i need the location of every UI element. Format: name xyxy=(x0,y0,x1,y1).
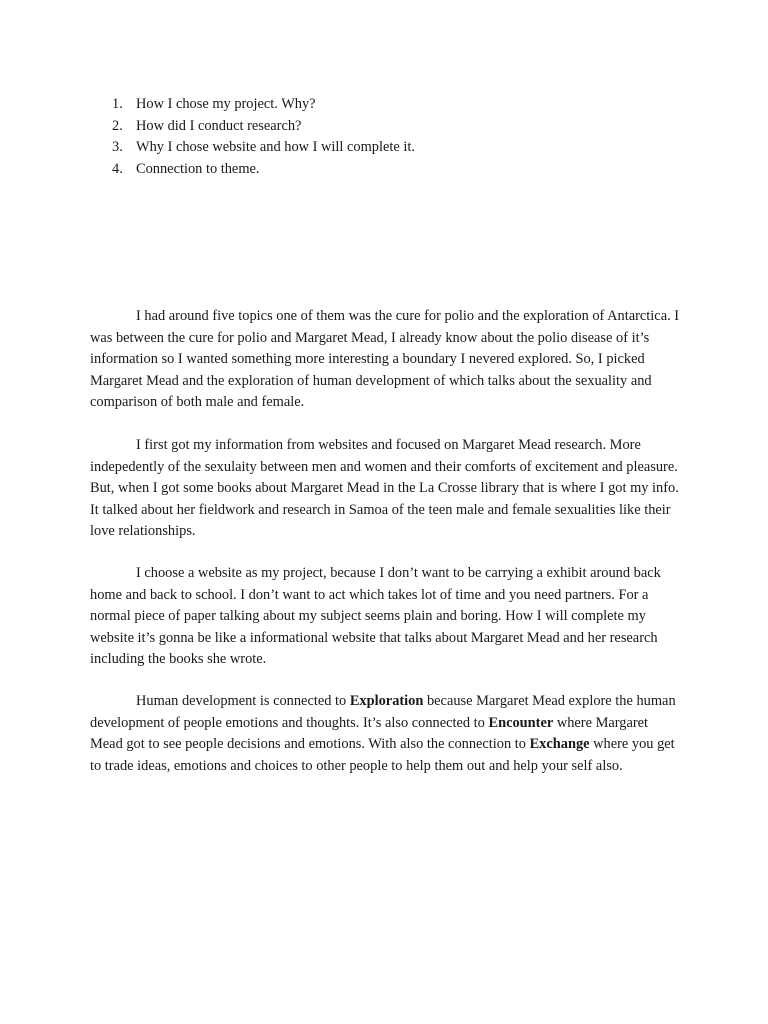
paragraph-theme-connection xyxy=(90,691,682,777)
list-number: 4. xyxy=(112,160,123,177)
paragraph-research: I first got my information from websites and focused on Margaret Mead research. More indepedently of the sexulaity between men and women and their comforts of excitement and pleasure. But, when I got some books about Margaret Mead in the La Crosse library that is where I got my info. It talked about her fieldwork and research in Samoa of the teen male and female sexualities like their love relationships. xyxy=(90,437,679,539)
paragraph-text: where Margaret Mead got to see people decisions and emotions. With also the connection to xyxy=(90,714,649,752)
list-number: 2. xyxy=(112,117,123,134)
list-text: Why I chose website and how I will complete it. xyxy=(136,139,415,155)
list-text: How I chose my project. Why? xyxy=(136,96,316,112)
list-text: How did I conduct research? xyxy=(136,117,302,134)
theme-exchange: Exchange xyxy=(529,736,590,752)
paragraph-text: Human development is connected to xyxy=(136,693,350,709)
theme-exploration: Exploration xyxy=(349,693,424,709)
paragraph-text: because Margaret Mead explore the human development of people emotions and thoughts. It’s also connected to xyxy=(90,693,676,731)
theme-encounter: Encounter xyxy=(488,714,554,731)
paragraph-website: I choose a website as my project, because I don’t want to be carrying a exhibit around back home and back to school. I don’t want to act which takes lot of time and you need partners. For a normal piece of paper talking about my subject seems plain and boring. How I will complete my website it’s gonna be like a informational website that talks about Margaret Mead and her research including the books she wrote. xyxy=(90,565,661,667)
paragraph-topic-choice: I had around five topics one of them was the cure for polio and the exploration of Antarctica. I was between the cure for polio and Margaret Mead, I already know about the polio disease of it’s information so I wanted something more interesting a boundary I nevered explored. So, I picked Margaret Mead and the exploration of human development of which talks about the sexuality and comparison of both male and female. xyxy=(90,308,680,410)
paragraph-text: where you get to trade ideas, emotions and choices to other people to help them out and help your self also. xyxy=(90,736,675,774)
list-number: 3. xyxy=(112,139,123,155)
list-text: Connection to theme. xyxy=(136,160,260,177)
list-number: 1. xyxy=(112,96,123,112)
